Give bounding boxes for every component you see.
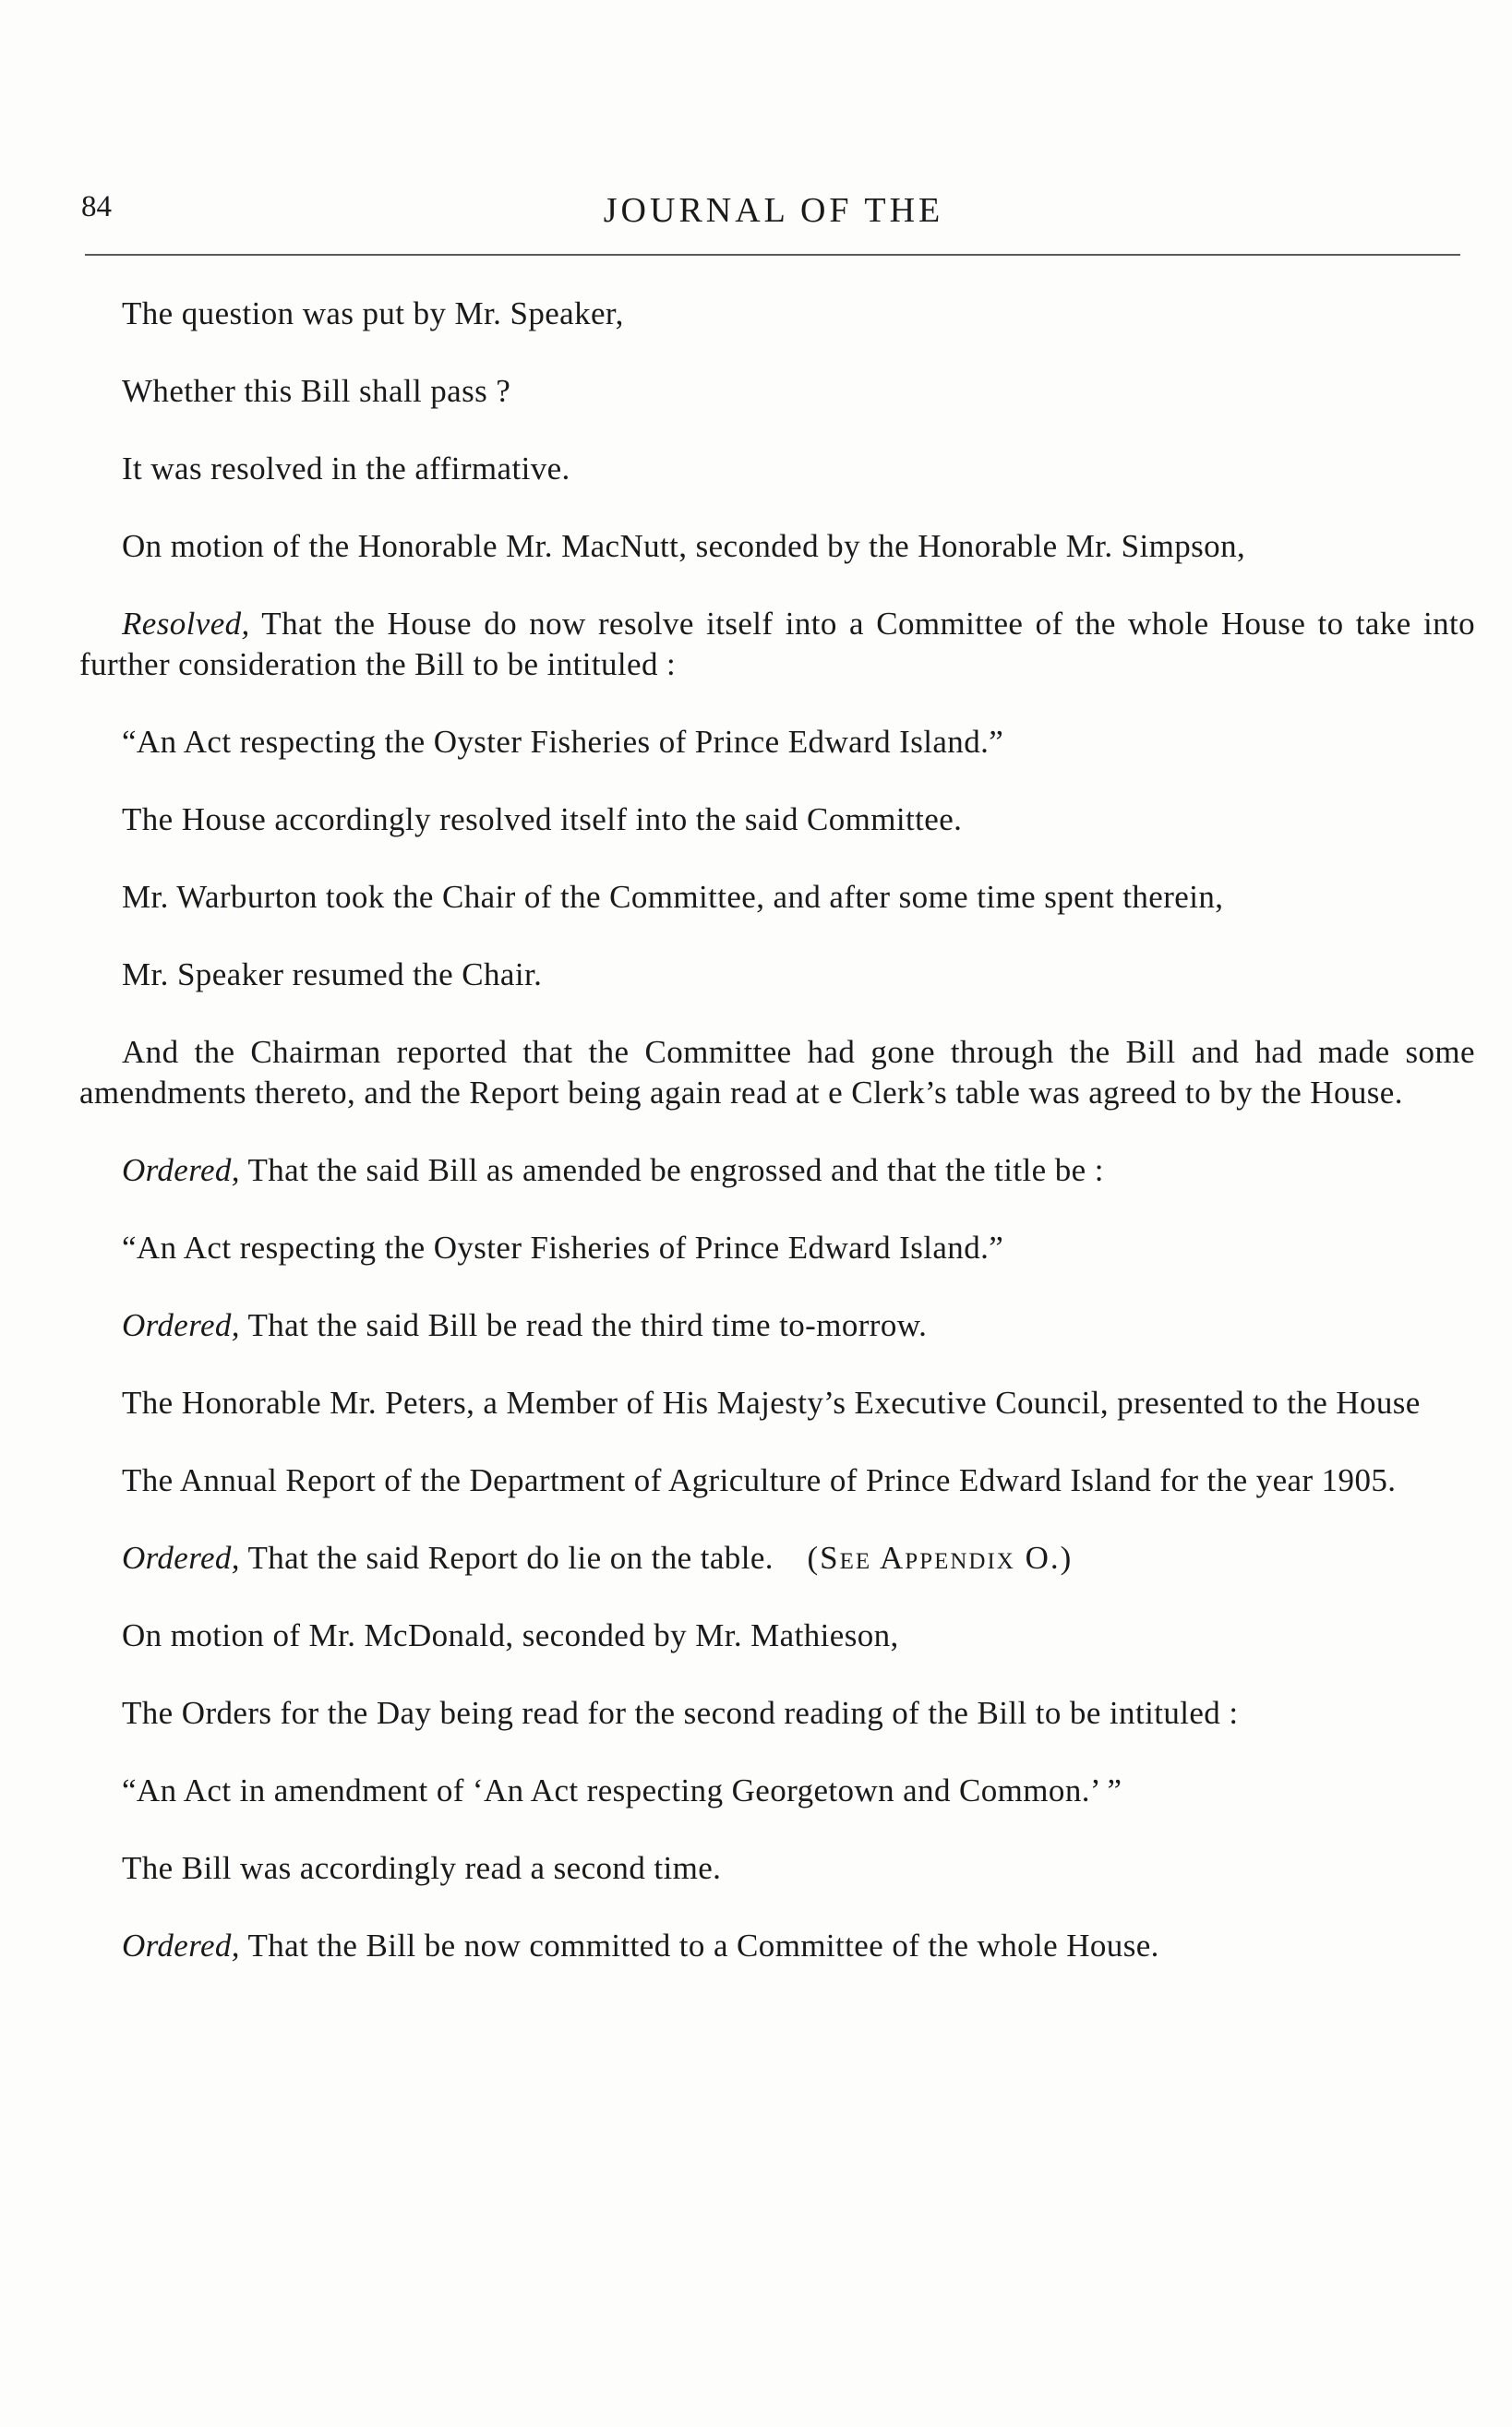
ordered-lead: Ordered,	[122, 1152, 240, 1188]
ordered-lead: Ordered,	[122, 1540, 240, 1576]
header-rule	[85, 254, 1460, 256]
bill-title-quote: “An Act in amendment of ‘An Act respecting Georgetown and Common.’ ”	[122, 1772, 1122, 1808]
paragraph: The Annual Report of the Department of Agriculture of Prince Edward Island for the year 1905.	[122, 1462, 1397, 1498]
journal-body	[79, 294, 1475, 2003]
bill-title-quote: “An Act respecting the Oyster Fisheries of Prince Edward Island.”	[122, 724, 1004, 760]
paragraph: Resolved, That the House do now resolve itself into a Committee of the whole House to take into further consideration the Bill to be intituled :	[79, 606, 1475, 682]
resolved-lead: Resolved,	[122, 606, 250, 642]
ordered-lead: Ordered,	[122, 1928, 240, 1964]
page-number: 84	[81, 190, 112, 223]
paragraph: The Orders for the Day being read for the second reading of the Bill to be intituled :	[122, 1695, 1239, 1731]
paragraph: Mr. Warburton took the Chair of the Committee, and after some time spent therein,	[122, 879, 1224, 915]
paragraph: The Honorable Mr. Peters, a Member of His Majesty’s Executive Council, presented to the House	[122, 1385, 1421, 1421]
paragraph: Whether this Bill shall pass ?	[122, 373, 511, 409]
paragraph: Ordered, That the Bill be now committed to a Committee of the whole House.	[122, 1928, 1159, 1964]
paragraph: It was resolved in the affirmative.	[122, 451, 570, 487]
paragraph: Mr. Speaker resumed the Chair.	[122, 956, 543, 992]
paragraph: The question was put by Mr. Speaker,	[122, 295, 624, 331]
ordered-lead: Ordered,	[122, 1307, 240, 1343]
appendix-reference: (See Appendix O.)	[807, 1540, 1074, 1576]
paragraph: On motion of Mr. McDonald, seconded by Mr. Mathieson,	[122, 1617, 899, 1653]
paragraph: Ordered, That the said Report do lie on the table. (See Appendix O.)	[122, 1540, 1074, 1576]
paragraph: Ordered, That the said Bill as amended be engrossed and that the title be :	[122, 1152, 1104, 1188]
running-title: JOURNAL OF THE	[603, 191, 944, 230]
paragraph: And the Chairman reported that the Committee had gone through the Bill and had made some amendments thereto, and the Report being again read at e Clerk’s table was agreed to by the House.	[79, 1034, 1475, 1111]
paragraph: Ordered, That the said Bill be read the third time to-morrow.	[122, 1307, 928, 1343]
page-header	[81, 181, 1466, 236]
bill-title-quote: “An Act respecting the Oyster Fisheries of Prince Edward Island.”	[122, 1230, 1004, 1266]
paragraph: The House accordingly resolved itself into the said Committee.	[122, 801, 963, 837]
paragraph: On motion of the Honorable Mr. MacNutt, seconded by the Honorable Mr. Simpson,	[122, 528, 1246, 564]
paragraph: The Bill was accordingly read a second time.	[122, 1850, 722, 1886]
